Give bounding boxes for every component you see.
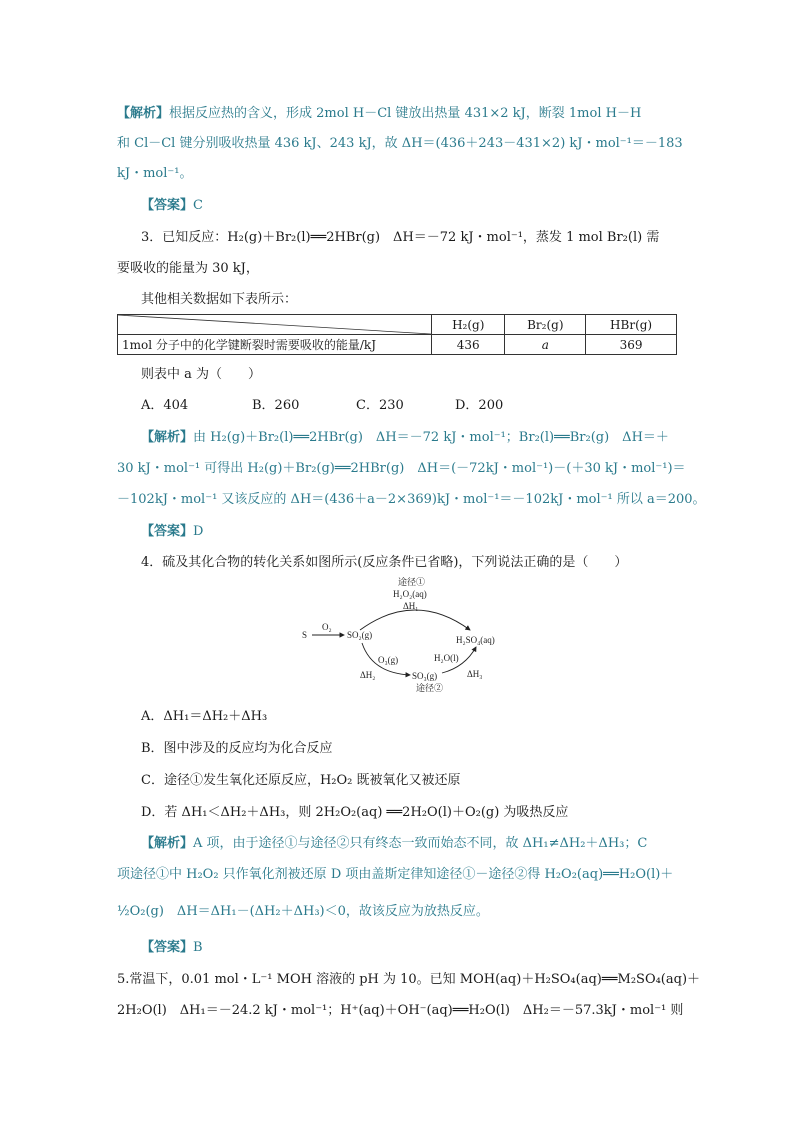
diagram-h2o2-label: H₂O₂(aq) [393,589,427,599]
table-header-h2: H₂(g) [432,315,505,335]
path1-arrow [360,610,470,630]
q4-option-c: C．途径①发生氧化还原反应，H₂O₂ 既被氧化又被还原 [141,773,461,788]
diagram-dh3-label: ΔH₃ [467,669,483,679]
analysis-tag: 【解析】 [141,836,194,851]
q3-data-table [117,314,677,355]
table-header-br2: Br₂(g) [505,315,586,335]
q4-option-b: B．图中涉及的反应均为化合反应 [141,741,333,756]
answer-tag: 【答案】 [141,524,194,539]
q3-option-b: B．260 [252,398,300,413]
q4-analysis-line3: ½O₂(g) ΔH＝ΔH₁－(ΔH₂＋ΔH₃)＜0，故该反应为放热反应。 [117,904,489,919]
diagram-h2so4-label: H₂SO₄(aq) [456,635,495,645]
q5-stem-line2: 2H₂O(l) ΔH₁＝－24.2 kJ・mol⁻¹；H⁺(aq)＋OH⁻(aq)══H₂O(l) ΔH₂＝－57.3kJ・mol⁻¹ 则 [117,1003,684,1018]
diagram-h2o-label: H₂O(l) [434,653,459,663]
q2-analysis-line2: 和 Cl－Cl 键分别吸收热量 436 kJ、243 kJ，故 ΔH＝(436＋243－431×2) kJ・mol⁻¹＝－183 [117,136,683,151]
analysis-tag: 【解析】 [141,430,194,445]
q3-stem-line2: 要吸收的能量为 30 kJ， [117,261,259,276]
table-row [118,335,677,355]
diagram-path2-label: 途径② [416,683,444,693]
diagram-so2-label: SO₂(g) [347,630,373,640]
diagram-dh2-label: ΔH₂ [360,670,376,680]
q3-analysis-line3: －102kJ・mol⁻¹ 又该反应的 ΔH＝(436＋a－2×369)kJ・mol⁻¹＝－102kJ・mol⁻¹ 所以 a＝200。 [117,492,706,507]
answer-tag: 【答案】 [141,198,194,213]
diagram-s-label: S [302,630,308,640]
q2-answer: 【答案】C [141,198,203,213]
q5-stem-line1: 5.常温下，0.01 mol・L⁻¹ MOH 溶液的 pH 为 10。已知 MOH(aq)＋H₂SO₄(aq)══M₂SO₄(aq)＋ [117,972,701,987]
q4-answer: 【答案】B [141,940,203,955]
q3-ask: 则表中 a 为（ ） [141,367,262,382]
table-cell-br2: a [505,335,586,355]
diagram-o3-label: O₃(g) [378,655,399,665]
q2-analysis-line1: 【解析】根据反应热的含义，形成 2mol H－Cl 键放出热量 431×2 kJ，断裂 1mol H－H [117,106,642,121]
diagram-path1-label: 途径① [398,577,426,587]
q3-answer: 【答案】D [141,524,204,539]
table-corner-cell [118,315,432,335]
answer-tag: 【答案】 [141,940,194,955]
table-header-row [118,315,677,335]
diagram-dh1-label: ΔH₁ [403,601,419,611]
q4-analysis-line2: 项途径①中 H₂O₂ 只作氧化剂被还原 D 项由盖斯定律知途径①－途径②得 H₂O₂(aq)══H₂O(l)＋ [117,867,674,882]
diagram-so3-label: SO₃(g) [412,671,438,681]
q3-option-c: C．230 [356,398,404,413]
q4-option-d: D．若 ΔH₁＜ΔH₂＋ΔH₃，则 2H₂O₂(aq) ══2H₂O(l)＋O₂(g) 为吸热反应 [141,805,569,820]
q4-stem: 4．硫及其化合物的转化关系如图所示(反应条件已省略)，下列说法正确的是（ ） [141,555,628,570]
table-row-label: 1mol 分子中的化学键断裂时需要吸收的能量/kJ [118,335,432,355]
q4-option-a: A．ΔH₁＝ΔH₂＋ΔH₃ [141,709,268,724]
analysis-tag: 【解析】 [117,106,170,121]
corner-diagonal [118,315,431,334]
q3-stem-line1: 3．已知反应：H₂(g)＋Br₂(l)══2HBr(g) ΔH＝－72 kJ・mol⁻¹，蒸发 1 mol Br₂(l) 需 [141,230,660,245]
sulfur-conversion-diagram [300,575,530,695]
table-cell-h2: 436 [432,335,505,355]
table-cell-hbr: 369 [586,335,677,355]
q3-analysis-line2: 30 kJ・mol⁻¹ 可得出 H₂(g)＋Br₂(g)══2HBr(g) ΔH＝(－72kJ・mol⁻¹)－(＋30 kJ・mol⁻¹)＝ [117,461,686,476]
q3-stem-line3: 其他相关数据如下表所示： [141,292,298,307]
q2-analysis-line3: kJ・mol⁻¹。 [117,166,193,181]
q3-option-d: D．200 [455,398,504,413]
q3-option-a: A．404 [141,398,189,413]
q3-analysis-line1: 【解析】由 H₂(g)＋Br₂(l)══2HBr(g) ΔH＝－72 kJ・mol⁻¹；Br₂(l)══Br₂(g) ΔH＝＋ [141,430,669,445]
diagram-o2-label: O₂ [322,622,332,632]
table-header-hbr: HBr(g) [586,315,677,335]
q4-analysis-line1: 【解析】A 项，由于途径①与途径②只有终态一致而始态不同，故 ΔH₁≠ΔH₂＋ΔH₃；C [141,836,648,851]
